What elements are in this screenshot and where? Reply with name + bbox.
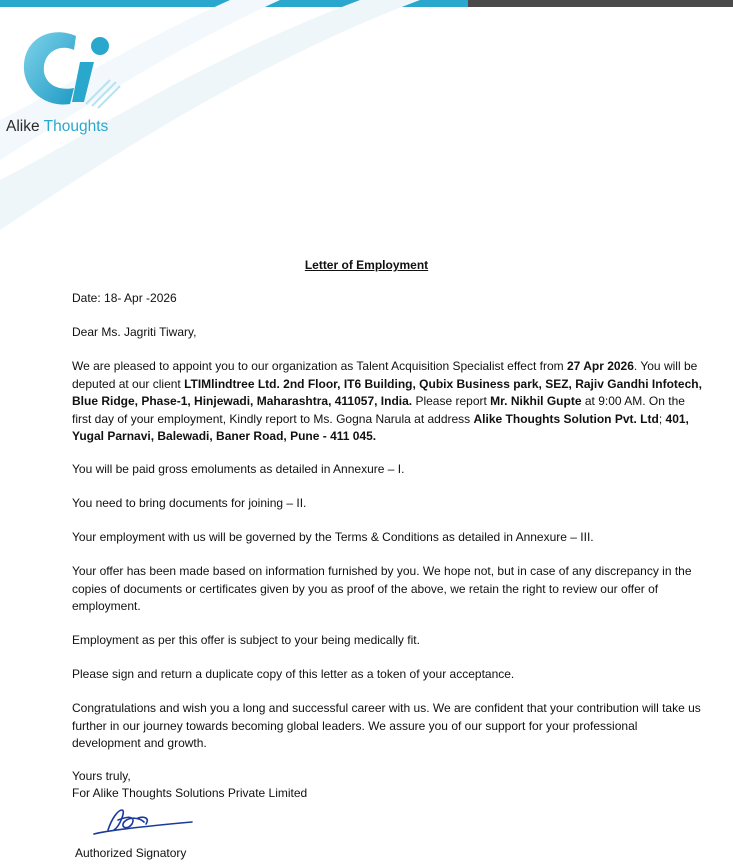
authorized-signatory-label: Authorized Signatory xyxy=(75,846,187,860)
brand-name-part1: Alike xyxy=(6,118,40,135)
company-logo-icon xyxy=(14,22,124,112)
letter-paragraph-medical: Employment as per this offer is subject to your being medically fit. xyxy=(72,633,420,647)
p1-text-5: ; xyxy=(658,411,666,426)
p1-text-4: at 9:00 AM. On the first day of your employment, Kindly report to Ms. Gogna Narula at address xyxy=(72,394,685,426)
letter-paragraph-emoluments: You will be paid gross emoluments as detailed in Annexure – I. xyxy=(72,462,405,476)
letter-paragraph-appointment xyxy=(72,358,704,446)
signature-icon xyxy=(88,804,198,840)
p1-company-address: 401, Yugal Parnavi, Balewadi, Baner Road, Pune - 411 045. xyxy=(72,411,689,443)
p1-client-address: LTIMlindtree Ltd. 2nd Floor, IT6 Building, Qubix Business park, SEZ, Rajiv Gandhi Infotech, Blue Ridge, Phase-1, Hinjewadi, Maharashtra, 411057, India. xyxy=(72,376,702,408)
letter-date: Date: 18- Apr -2026 xyxy=(72,291,177,305)
p1-company-name: Alike Thoughts Solution Pvt. Ltd xyxy=(473,411,659,426)
brand-name xyxy=(6,118,108,136)
brand-name-part2: Thoughts xyxy=(39,118,109,135)
letter-company-line: For Alike Thoughts Solutions Private Limited xyxy=(72,786,308,800)
letter-paragraph-return-copy: Please sign and return a duplicate copy of this letter as a token of your acceptance. xyxy=(72,667,515,681)
p1-report-person: Mr. Nikhil Gupte xyxy=(490,394,582,408)
letter-paragraph-congratulations: Congratulations and wish you a long and successful career with us. We are confident that your contribution will take us further in our journey towards becoming global leaders. We assure you of our support for your professional development and growth. xyxy=(72,701,701,750)
p1-start-date: 27 Apr 2026 xyxy=(566,359,634,373)
letter-paragraph-offer-basis: Your offer has been made based on information furnished by you. We hope not, but in case of any discrepancy in the copies of documents or certificates given by you as proof of the above, we retain the right to review our offer of employment. xyxy=(72,564,692,613)
p1-text-3: Please report xyxy=(412,394,491,408)
letter-title: Letter of Employment xyxy=(304,258,429,272)
letter-salutation: Dear Ms. Jagriti Tiwary, xyxy=(72,325,197,339)
letter-closing: Yours truly, xyxy=(72,769,131,783)
p1-text-2: . You will be deputed at our client xyxy=(72,359,698,391)
p1-text-1: We are pleased to appoint you to our organization as Talent Acquisition Specialist effect from xyxy=(72,359,567,373)
letter-paragraph-documents: You need to bring documents for joining – II. xyxy=(72,496,307,510)
letter-paragraph-terms: Your employment with us will be governed by the Terms & Conditions as detailed in Annexure – III. xyxy=(72,530,594,544)
header-bar-dark xyxy=(468,0,733,7)
